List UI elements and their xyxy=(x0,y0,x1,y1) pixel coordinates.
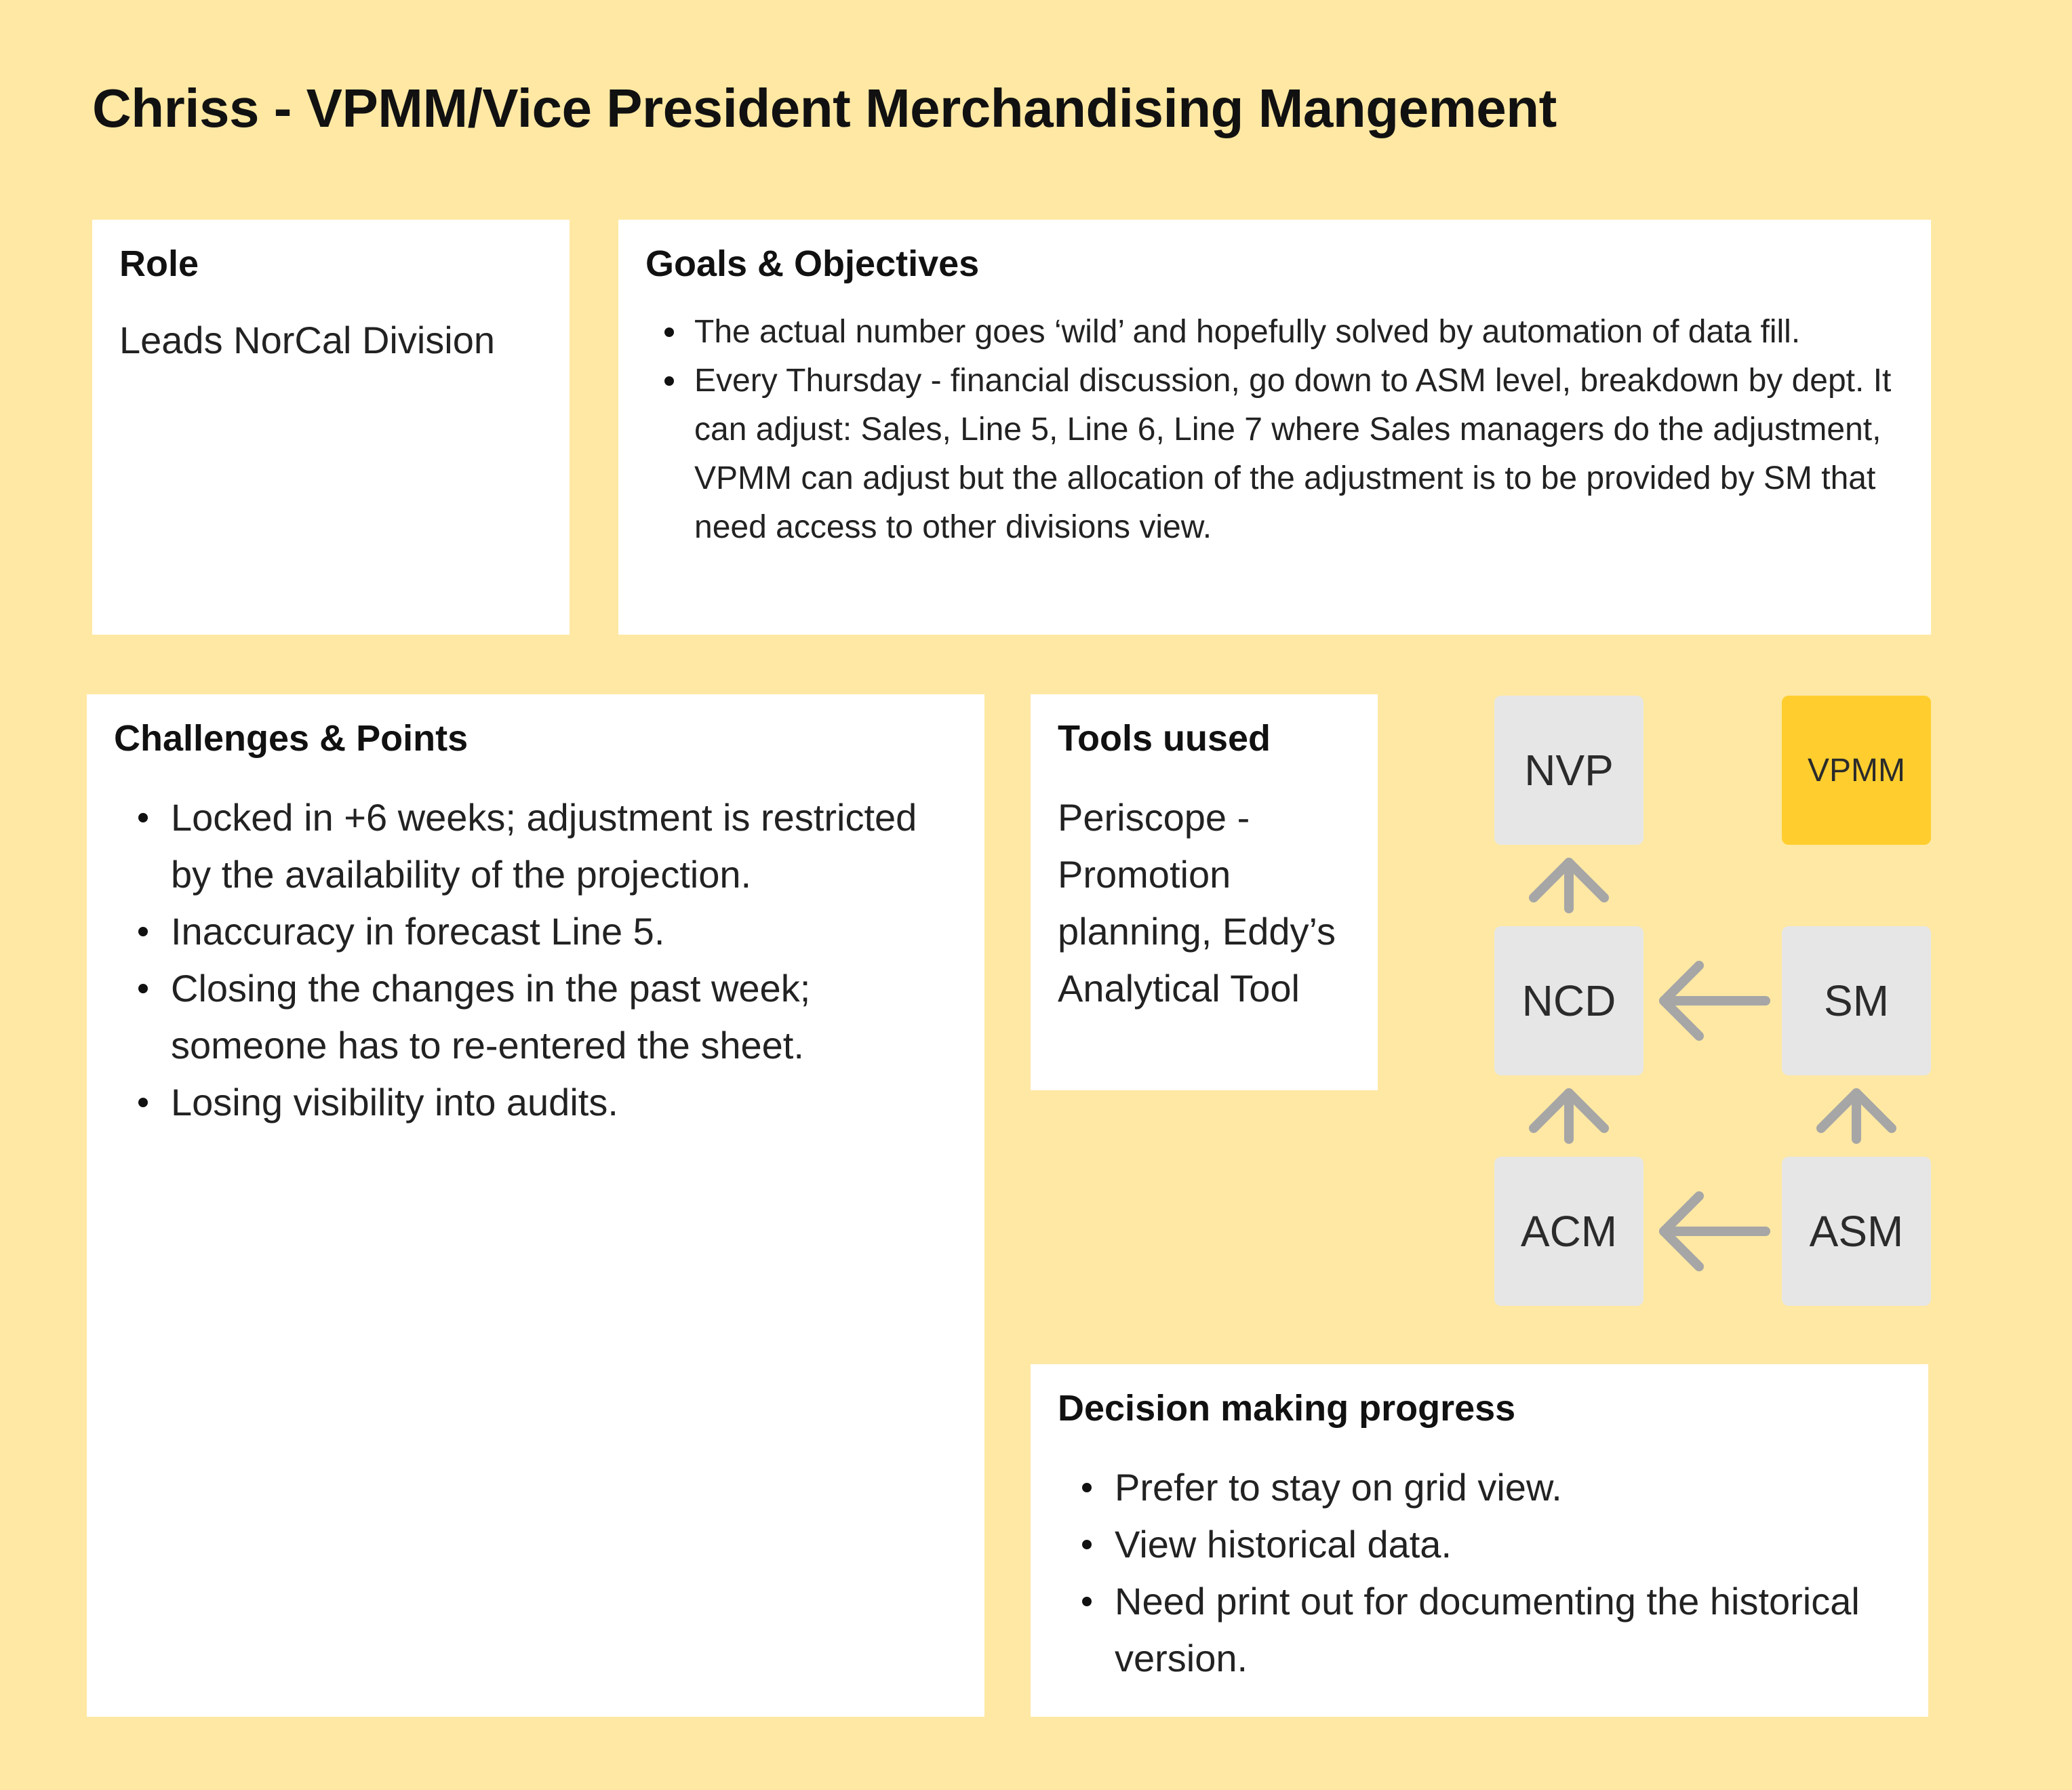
tools-title: Tools uused xyxy=(1058,718,1271,759)
node-nvp: NVP xyxy=(1494,696,1643,845)
challenges-item: Inaccuracy in forecast Line 5. xyxy=(114,903,957,960)
goals-item: Every Thursday - financial discussion, go down to ASM level, breakdown by dept. It can adjust: Sales, Line 5, Line 6, Line 7 where Sales managers do the adjustment, VPMM can adjust but the allocation of the adjustment is to be provided by SM that need access to other divisions view. xyxy=(645,357,1904,552)
challenges-item: Locked in +6 weeks; adjustment is restricted by the availability of the projection. xyxy=(114,789,957,903)
role-text: Leads NorCal Division xyxy=(119,319,496,361)
arrow-up-icon xyxy=(1534,1093,1604,1139)
challenges-list xyxy=(114,789,957,1131)
arrow-up-icon xyxy=(1534,862,1604,909)
role-card xyxy=(92,220,570,635)
node-sm: SM xyxy=(1782,926,1931,1075)
challenges-title: Challenges & Points xyxy=(114,718,469,759)
decision-list xyxy=(1058,1459,1901,1687)
decision-item: View historical data. xyxy=(1058,1516,1901,1573)
role-title: Role xyxy=(119,243,199,284)
node-ncd: NCD xyxy=(1494,926,1643,1075)
node-acm: ACM xyxy=(1494,1157,1643,1306)
challenges-item: Closing the changes in the past week; someone has to re-entered the sheet. xyxy=(114,960,957,1074)
arrow-left-icon xyxy=(1664,966,1766,1036)
challenges-item: Losing visibility into audits. xyxy=(114,1074,957,1131)
decision-item: Prefer to stay on grid view. xyxy=(1058,1459,1901,1516)
decision-item: Need print out for documenting the historical version. xyxy=(1058,1573,1901,1687)
page-title: Chriss - VPMM/Vice President Merchandising Mangement xyxy=(92,78,1557,138)
node-asm: ASM xyxy=(1782,1157,1931,1306)
decision-title: Decision making progress xyxy=(1058,1388,1516,1429)
node-vpmm: VPMM xyxy=(1782,696,1931,845)
arrow-left-icon xyxy=(1664,1196,1766,1267)
challenges-card xyxy=(87,694,984,1717)
decision-card xyxy=(1031,1364,1928,1717)
tools-text: Periscope - Promotion planning, Eddy’s Analytical Tool xyxy=(1058,796,1336,1010)
goals-title: Goals & Objectives xyxy=(645,243,980,284)
goals-card xyxy=(618,220,1931,635)
arrow-up-icon xyxy=(1821,1093,1892,1139)
goals-item: The actual number goes ‘wild’ and hopefully solved by automation of data fill. xyxy=(645,308,1904,357)
goals-list xyxy=(645,308,1904,552)
tools-card xyxy=(1031,694,1378,1090)
